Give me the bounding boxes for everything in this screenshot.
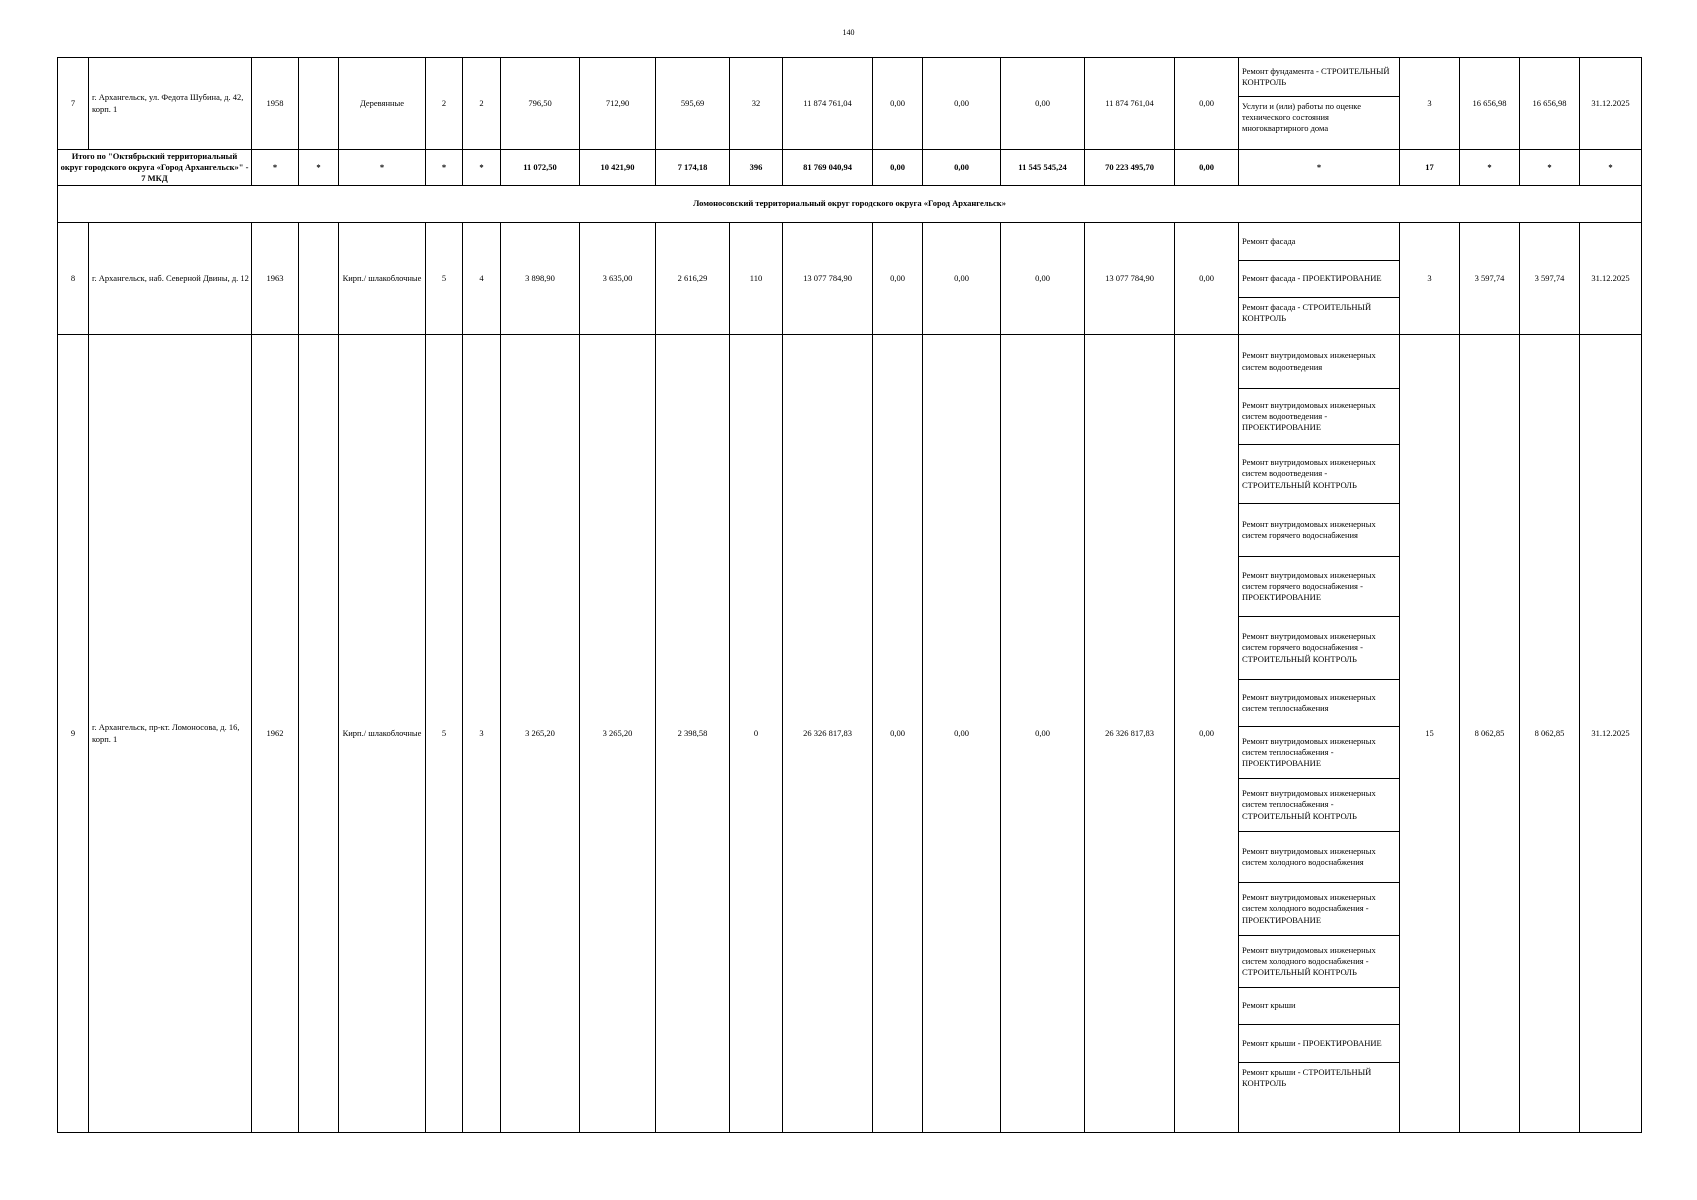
cost-cell: 0,00 <box>873 58 923 150</box>
total-cell: * <box>299 150 339 186</box>
row-number: 8 <box>58 223 89 335</box>
area-total-cell: 3 265,20 <box>501 335 580 1133</box>
area-total-cell: 3 898,90 <box>501 223 580 335</box>
residents-cell: 32 <box>730 58 783 150</box>
total-cell: 11 072,50 <box>501 150 580 186</box>
section-title: Ломоносовский территориальный округ городского округа «Город Архангельск» <box>58 186 1642 223</box>
work-item: Ремонт внутридомовых инженерных систем теплоснабжения <box>1239 679 1399 726</box>
work-item: Ремонт внутридомовых инженерных систем теплоснабжения - ПРОЕКТИРОВАНИЕ <box>1239 726 1399 778</box>
cost-cell: 0,00 <box>1175 335 1239 1133</box>
area-total-cell: 796,50 <box>501 58 580 150</box>
area-res-cell: 595,69 <box>656 58 730 150</box>
work-item: Ремонт внутридомовых инженерных систем холодного водоснабжения - СТРОИТЕЛЬНЫЙ КОНТРОЛЬ <box>1239 935 1399 987</box>
cost-cell: 0,00 <box>923 58 1001 150</box>
total-cell: * <box>1580 150 1642 186</box>
total-cell: 17 <box>1400 150 1460 186</box>
row-number: 9 <box>58 335 89 1133</box>
total-cell: * <box>1239 150 1400 186</box>
address-cell: г. Архангельск, наб. Северной Двины, д. 12 <box>89 223 252 335</box>
total-cell: * <box>252 150 299 186</box>
capital-repair-table <box>57 57 1642 1133</box>
work-item: Ремонт внутридомовых инженерных систем теплоснабжения - СТРОИТЕЛЬНЫЙ КОНТРОЛЬ <box>1239 778 1399 831</box>
unit-cost-limit-cell: 3 597,74 <box>1520 223 1580 335</box>
work-item: Ремонт внутридомовых инженерных систем водоотведения - ПРОЕКТИРОВАНИЕ <box>1239 388 1399 444</box>
date-cell: 31.12.2025 <box>1580 58 1642 150</box>
cost-total-cell: 13 077 784,90 <box>783 223 873 335</box>
work-item: Ремонт крыши - СТРОИТЕЛЬНЫЙ КОНТРОЛЬ <box>1239 1062 1399 1093</box>
work-item: Ремонт внутридомовых инженерных систем холодного водоснабжения - ПРОЕКТИРОВАНИЕ <box>1239 882 1399 935</box>
works-cell <box>1239 223 1400 335</box>
work-item: Ремонт фасада <box>1242 235 1296 246</box>
table-row <box>58 223 1642 335</box>
empty-cell <box>299 335 339 1133</box>
total-cell: 70 223 495,70 <box>1085 150 1175 186</box>
unit-cost-cell: 16 656,98 <box>1460 58 1520 150</box>
cost-total-cell: 11 874 761,04 <box>783 58 873 150</box>
material-cell: Кирп./ шлакоблочные <box>339 335 426 1133</box>
work-item: Ремонт фасада - ПРОЕКТИРОВАНИЕ <box>1239 260 1399 297</box>
cost-cell: 0,00 <box>1001 223 1085 335</box>
total-cell: * <box>463 150 501 186</box>
entrances-cell: 2 <box>463 58 501 150</box>
works-cell <box>1239 58 1400 150</box>
cost-cell: 0,00 <box>923 335 1001 1133</box>
total-cell: 81 769 040,94 <box>783 150 873 186</box>
material-cell: Кирп./ шлакоблочные <box>339 223 426 335</box>
area-res-cell: 2 616,29 <box>656 223 730 335</box>
work-item: Ремонт фундамента - СТРОИТЕЛЬНЫЙ КОНТРОЛЬ <box>1242 65 1390 87</box>
total-cell: * <box>1460 150 1520 186</box>
total-cell: 0,00 <box>923 150 1001 186</box>
work-item: Ремонт внутридомовых инженерных систем горячего водоснабжения - ПРОЕКТИРОВАНИЕ <box>1239 556 1399 616</box>
work-item: Ремонт внутридомовых инженерных систем водоотведения - СТРОИТЕЛЬНЫЙ КОНТРОЛЬ <box>1239 444 1399 503</box>
unit-cost-cell: 8 062,85 <box>1460 335 1520 1133</box>
total-cell: 0,00 <box>873 150 923 186</box>
total-cell: 11 545 545,24 <box>1001 150 1085 186</box>
area-living-cell: 712,90 <box>580 58 656 150</box>
total-cell: 396 <box>730 150 783 186</box>
total-cell: 7 174,18 <box>656 150 730 186</box>
unit-cost-limit-cell: 16 656,98 <box>1520 58 1580 150</box>
floors-cell: 5 <box>426 223 463 335</box>
date-cell: 31.12.2025 <box>1580 223 1642 335</box>
cost-cell: 0,00 <box>873 223 923 335</box>
total-label: Итого по "Октябрьский территориальный округ городского округа «Город Архангельск»" - 7 МКД <box>58 150 252 186</box>
row-number: 7 <box>58 58 89 150</box>
total-row <box>58 150 1642 186</box>
entrances-cell: 4 <box>463 223 501 335</box>
area-living-cell: 3 265,20 <box>580 335 656 1133</box>
area-res-cell: 2 398,58 <box>656 335 730 1133</box>
address-cell: г. Архангельск, ул. Федота Шубина, д. 42, корп. 1 <box>89 58 252 150</box>
total-cell: 0,00 <box>1175 150 1239 186</box>
year-cell: 1962 <box>252 335 299 1133</box>
table-row <box>58 335 1642 1133</box>
cost-cell: 0,00 <box>1175 223 1239 335</box>
cost-cell: 0,00 <box>1175 58 1239 150</box>
works-count-cell: 3 <box>1400 58 1460 150</box>
total-cell: * <box>339 150 426 186</box>
works-count-cell: 3 <box>1400 223 1460 335</box>
entrances-cell: 3 <box>463 335 501 1133</box>
unit-cost-cell: 3 597,74 <box>1460 223 1520 335</box>
cost-fund-cell: 11 874 761,04 <box>1085 58 1175 150</box>
work-item: Ремонт внутридомовых инженерных систем горячего водоснабжения <box>1239 503 1399 556</box>
page-number: 140 <box>842 28 855 37</box>
cost-cell: 0,00 <box>873 335 923 1133</box>
works-count-cell: 15 <box>1400 335 1460 1133</box>
residents-cell: 110 <box>730 223 783 335</box>
cost-fund-cell: 26 326 817,83 <box>1085 335 1175 1133</box>
work-item: Ремонт крыши <box>1239 987 1399 1024</box>
total-cell: 10 421,90 <box>580 150 656 186</box>
address-cell: г. Архангельск, пр-кт. Ломоносова, д. 16, корп. 1 <box>89 335 252 1133</box>
floors-cell: 2 <box>426 58 463 150</box>
date-cell: 31.12.2025 <box>1580 335 1642 1133</box>
material-cell: Деревянные <box>339 58 426 150</box>
works-cell <box>1239 335 1400 1133</box>
cost-cell: 0,00 <box>923 223 1001 335</box>
cost-cell: 0,00 <box>1001 58 1085 150</box>
work-item: Ремонт фасада - СТРОИТЕЛЬНЫЙ КОНТРОЛЬ <box>1239 297 1399 328</box>
year-cell: 1958 <box>252 58 299 150</box>
year-cell: 1963 <box>252 223 299 335</box>
cost-total-cell: 26 326 817,83 <box>783 335 873 1133</box>
cost-fund-cell: 13 077 784,90 <box>1085 223 1175 335</box>
work-item: Ремонт внутридомовых инженерных систем холодного водоснабжения <box>1239 831 1399 882</box>
floors-cell: 5 <box>426 335 463 1133</box>
residents-cell: 0 <box>730 335 783 1133</box>
empty-cell <box>299 223 339 335</box>
total-cell: * <box>426 150 463 186</box>
work-item: Ремонт внутридомовых инженерных систем горячего водоснабжения - СТРОИТЕЛЬНЫЙ КОНТРОЛЬ <box>1239 616 1399 679</box>
table-row <box>58 58 1642 150</box>
empty-cell <box>299 58 339 150</box>
work-item: Услуги и (или) работы по оценке технического состояния многоквартирного дома <box>1239 96 1399 138</box>
unit-cost-limit-cell: 8 062,85 <box>1520 335 1580 1133</box>
section-row <box>58 186 1642 223</box>
cost-cell: 0,00 <box>1001 335 1085 1133</box>
total-cell: * <box>1520 150 1580 186</box>
work-item: Ремонт внутридомовых инженерных систем водоотведения <box>1242 350 1376 372</box>
area-living-cell: 3 635,00 <box>580 223 656 335</box>
work-item: Ремонт крыши - ПРОЕКТИРОВАНИЕ <box>1239 1024 1399 1062</box>
